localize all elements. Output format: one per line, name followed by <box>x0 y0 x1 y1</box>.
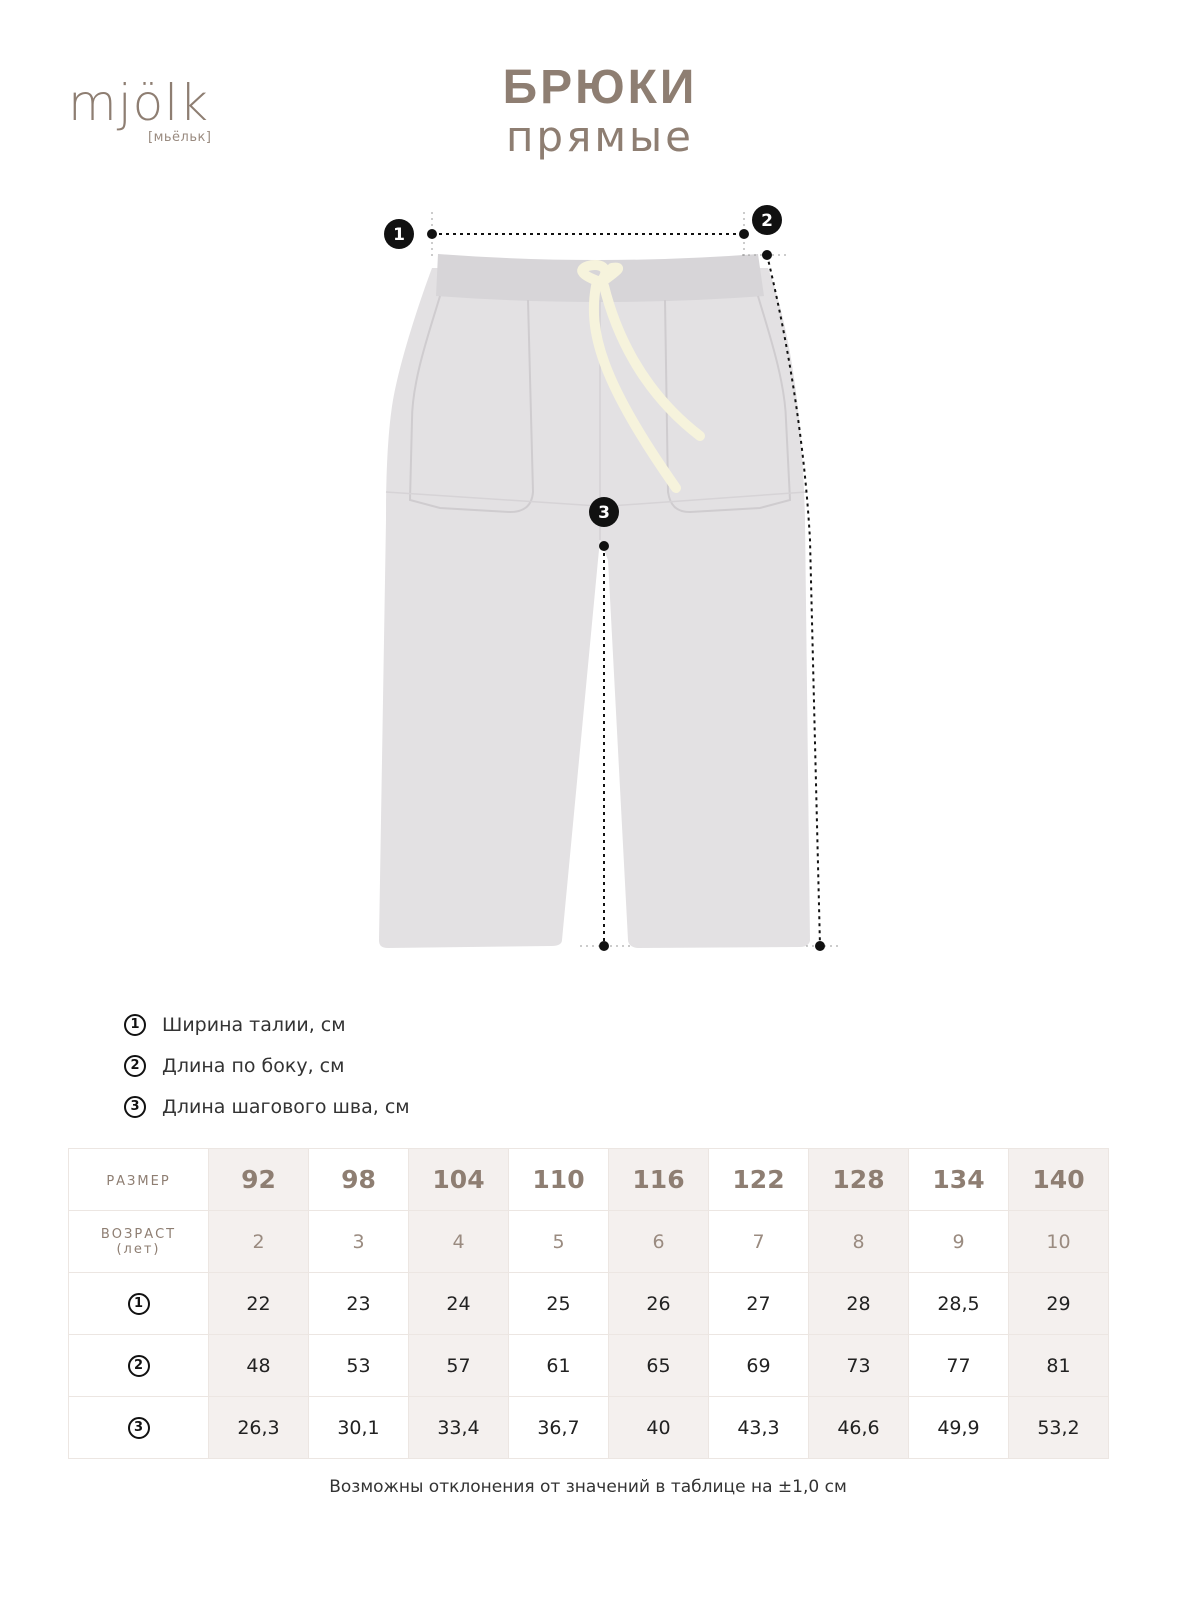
marker-2 <box>752 205 782 235</box>
value-cell: 77 <box>909 1335 1009 1397</box>
legend-number: 3 <box>124 1096 146 1118</box>
marker-3 <box>589 497 619 527</box>
value-cell: 53,2 <box>1009 1397 1109 1459</box>
value-cell: 53 <box>309 1335 409 1397</box>
value-cell: 57 <box>409 1335 509 1397</box>
row-number: 2 <box>69 1335 209 1397</box>
age-cell: 3 <box>309 1211 409 1273</box>
value-cell: 81 <box>1009 1335 1109 1397</box>
age-cell: 8 <box>809 1211 909 1273</box>
logo-subtext: [мьёльк] <box>148 130 212 145</box>
value-cell: 23 <box>309 1273 409 1335</box>
waist-measure-line <box>427 212 749 256</box>
svg-text:2: 2 <box>761 211 773 231</box>
value-cell: 33,4 <box>409 1397 509 1459</box>
measurement-row-1 <box>69 1273 1109 1335</box>
measurement-row-2 <box>69 1335 1109 1397</box>
marker-1 <box>384 219 414 249</box>
value-cell: 30,1 <box>309 1397 409 1459</box>
age-cell: 10 <box>1009 1211 1109 1273</box>
age-cell: 6 <box>609 1211 709 1273</box>
legend-label: Длина шагового шва, см <box>162 1095 410 1118</box>
value-cell: 40 <box>609 1397 709 1459</box>
legend-label: Ширина талии, см <box>162 1013 346 1036</box>
age-cell: 9 <box>909 1211 1009 1273</box>
legend-item <box>124 1045 410 1086</box>
value-cell: 69 <box>709 1335 809 1397</box>
page-title: БРЮКИ <box>502 61 698 114</box>
svg-text:3: 3 <box>598 503 610 523</box>
value-cell: 27 <box>709 1273 809 1335</box>
value-cell: 61 <box>509 1335 609 1397</box>
legend-number: 2 <box>124 1055 146 1077</box>
row-number: 3 <box>69 1397 209 1459</box>
size-table <box>68 1148 1109 1459</box>
size-row <box>69 1149 1109 1211</box>
size-header: РАЗМЕР <box>69 1149 209 1211</box>
value-cell: 28 <box>809 1273 909 1335</box>
value-cell: 28,5 <box>909 1273 1009 1335</box>
legend-item <box>124 1004 410 1045</box>
tolerance-note: Возможны отклонения от значений в таблице на ±1,0 см <box>329 1477 847 1497</box>
size-cell: 116 <box>609 1149 709 1211</box>
row-number: 1 <box>69 1273 209 1335</box>
measurement-row-3 <box>69 1397 1109 1459</box>
value-cell: 22 <box>209 1273 309 1335</box>
value-cell: 36,7 <box>509 1397 609 1459</box>
measurement-legend <box>124 1004 410 1127</box>
value-cell: 49,9 <box>909 1397 1009 1459</box>
age-cell: 5 <box>509 1211 609 1273</box>
age-row <box>69 1211 1109 1273</box>
age-cell: 2 <box>209 1211 309 1273</box>
svg-text:1: 1 <box>393 225 405 245</box>
page-subtitle: прямые <box>505 112 695 161</box>
size-cell: 122 <box>709 1149 809 1211</box>
value-cell: 25 <box>509 1273 609 1335</box>
value-cell: 73 <box>809 1335 909 1397</box>
size-cell: 98 <box>309 1149 409 1211</box>
value-cell: 29 <box>1009 1273 1109 1335</box>
value-cell: 26 <box>609 1273 709 1335</box>
size-cell: 140 <box>1009 1149 1109 1211</box>
age-header: ВОЗРАСТ (лет) <box>69 1211 209 1273</box>
age-cell: 7 <box>709 1211 809 1273</box>
value-cell: 46,6 <box>809 1397 909 1459</box>
legend-item <box>124 1086 410 1127</box>
logo-text: mjölk <box>68 74 210 132</box>
pants-illustration <box>379 268 810 948</box>
size-cell: 134 <box>909 1149 1009 1211</box>
age-cell: 4 <box>409 1211 509 1273</box>
value-cell: 65 <box>609 1335 709 1397</box>
size-cell: 128 <box>809 1149 909 1211</box>
value-cell: 24 <box>409 1273 509 1335</box>
legend-label: Длина по боку, см <box>162 1054 345 1077</box>
size-cell: 104 <box>409 1149 509 1211</box>
value-cell: 43,3 <box>709 1397 809 1459</box>
size-cell: 92 <box>209 1149 309 1211</box>
legend-number: 1 <box>124 1014 146 1036</box>
size-cell: 110 <box>509 1149 609 1211</box>
value-cell: 26,3 <box>209 1397 309 1459</box>
value-cell: 48 <box>209 1335 309 1397</box>
